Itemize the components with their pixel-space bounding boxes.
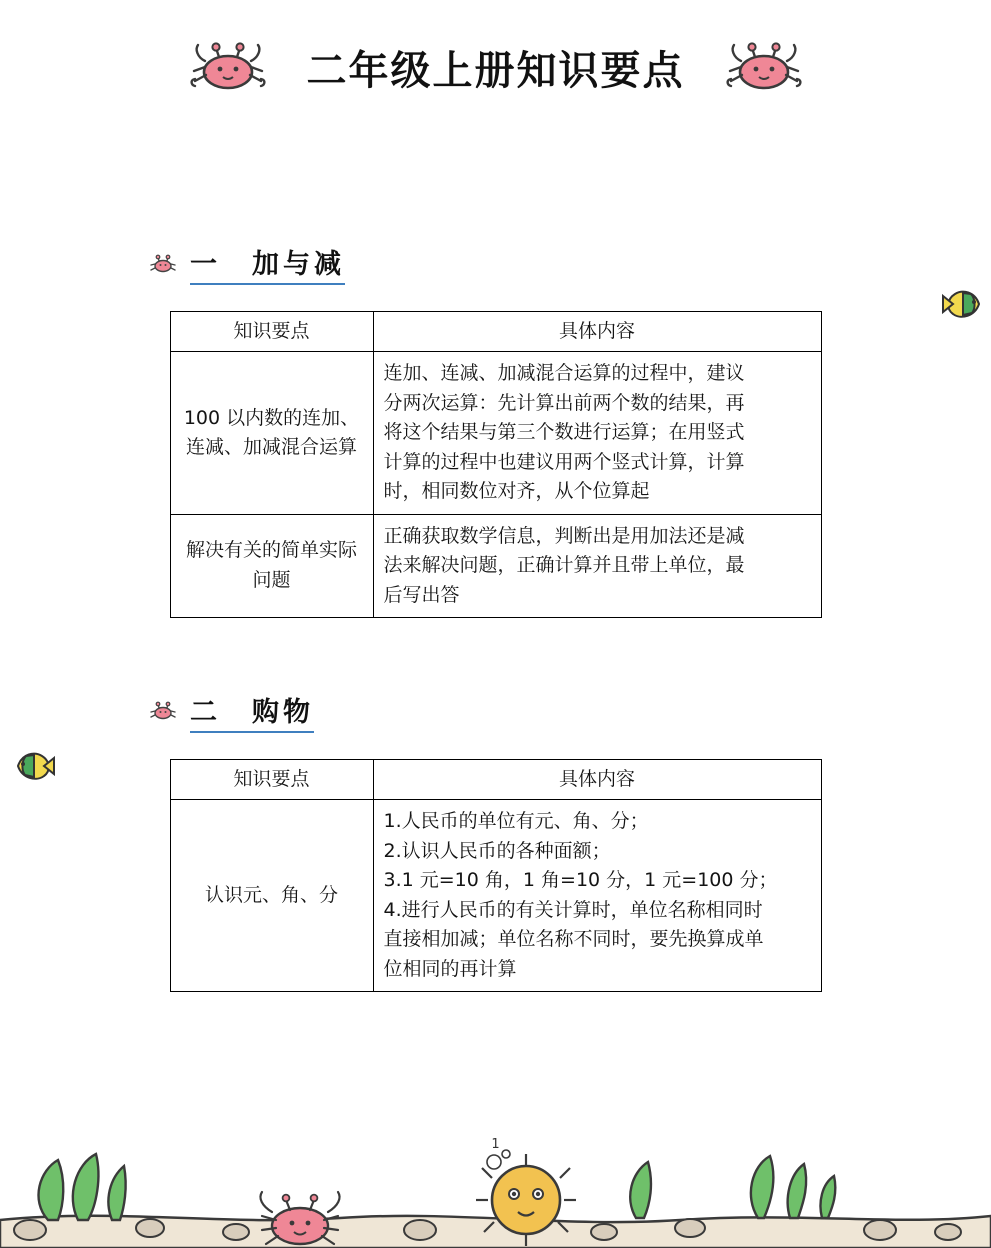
column-header-content: 具体内容 bbox=[373, 759, 821, 799]
cell-content bbox=[373, 800, 821, 992]
knowledge-table bbox=[170, 759, 822, 992]
column-header-topic: 知识要点 bbox=[170, 759, 373, 799]
column-header-content: 具体内容 bbox=[373, 312, 821, 352]
content-line: 正确获取数学信息，判断出是用加法还是减 bbox=[383, 524, 745, 547]
section-header bbox=[0, 690, 991, 733]
section-shopping bbox=[0, 690, 991, 992]
table-row bbox=[170, 800, 821, 992]
cell-content bbox=[373, 514, 821, 617]
content-line: 直接相加减；单位名称不同时，要先换算成单 bbox=[383, 928, 764, 951]
crab-icon bbox=[150, 701, 176, 721]
table-row bbox=[170, 352, 821, 514]
cell-content bbox=[373, 352, 821, 514]
table-row bbox=[170, 514, 821, 617]
content-line: 3.1 元=10 角，1 角=10 分，1 元=100 分； bbox=[383, 869, 778, 892]
content-line: 位相同的再计算 bbox=[383, 957, 517, 980]
table-header-row bbox=[170, 312, 821, 352]
content-line: 4.进行人民币的有关计算时，单位名称相同时 bbox=[383, 898, 763, 921]
content-line: 时，相同数位对齐，从个位算起 bbox=[383, 480, 650, 503]
page-number: 1 bbox=[491, 1137, 500, 1152]
crab-icon bbox=[189, 39, 267, 95]
tropical-fish-icon bbox=[14, 748, 56, 784]
cell-topic: 认识元、角、分 bbox=[170, 800, 373, 992]
table-header-row bbox=[170, 759, 821, 799]
content-line: 计算的过程中也建议用两个竖式计算，计算 bbox=[383, 450, 745, 473]
cell-topic: 100 以内数的连加、连减、加减混合运算 bbox=[170, 352, 373, 514]
content-line: 将这个结果与第三个数进行运算；在用竖式 bbox=[383, 421, 745, 444]
crab-icon bbox=[150, 254, 176, 274]
document-header bbox=[0, 0, 991, 110]
content-line: 后写出答 bbox=[383, 583, 460, 606]
content-line: 1.人民币的单位有元、角、分； bbox=[383, 810, 649, 833]
crab-icon bbox=[725, 39, 803, 95]
section-title: 一 加与减 bbox=[190, 242, 345, 285]
column-header-topic: 知识要点 bbox=[170, 312, 373, 352]
knowledge-table bbox=[170, 311, 822, 618]
section-title: 二 购物 bbox=[190, 690, 314, 733]
tropical-fish-icon bbox=[941, 286, 983, 322]
page-title: 二年级上册知识要点 bbox=[306, 47, 685, 94]
content-line: 连加、连减、加减混合运算的过程中，建议 bbox=[383, 362, 745, 385]
content-line: 法来解决问题，正确计算并且带上单位，最 bbox=[383, 554, 745, 577]
content-line: 2.认识人民币的各种面额； bbox=[383, 839, 611, 862]
section-add-subtract bbox=[0, 242, 991, 618]
cell-topic: 解决有关的简单实际问题 bbox=[170, 514, 373, 617]
section-header bbox=[0, 242, 991, 285]
content-line: 分两次运算：先计算出前两个数的结果，再 bbox=[383, 391, 745, 414]
seabed-illustration bbox=[0, 1108, 991, 1248]
